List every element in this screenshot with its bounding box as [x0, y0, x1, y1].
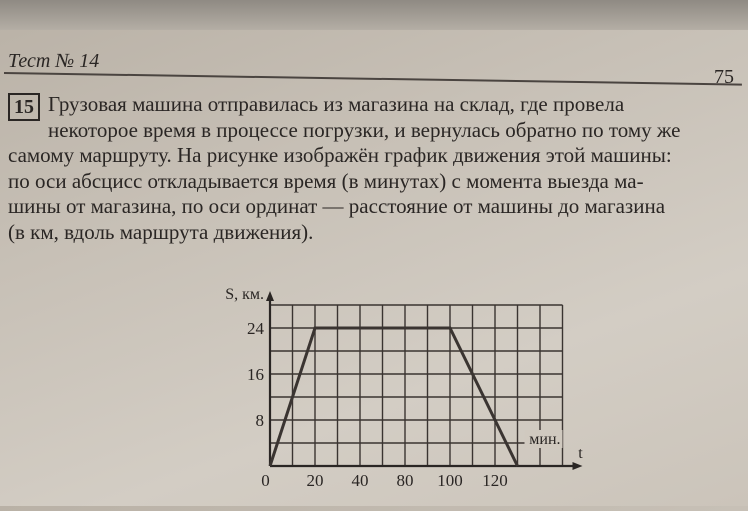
problem-block: [8, 92, 744, 245]
x-unit-label: мин.: [529, 431, 561, 448]
x-tick-label: 0: [261, 471, 270, 490]
x-axis-label: t: [578, 445, 583, 462]
x-tick-label: 40: [351, 471, 369, 490]
x-tick-label: 80: [396, 471, 414, 490]
problem-text-line: по оси абсцисс откладывается время (в минутах) с момента выезда ма-: [8, 168, 644, 193]
y-axis-arrow: [266, 291, 274, 301]
y-axis-label: S, км.: [225, 286, 264, 303]
y-tick-label: 16: [247, 365, 264, 384]
header-rule: [4, 72, 742, 86]
x-axis-arrow: [573, 462, 583, 470]
page-top-edge: [0, 0, 748, 30]
page-number: 75: [714, 66, 734, 88]
chart-svg: [200, 276, 590, 506]
y-tick-label: 24: [247, 319, 264, 338]
test-title: Тест № 14: [8, 50, 100, 72]
motion-chart: [200, 276, 590, 506]
x-tick-label: 100: [437, 471, 463, 490]
x-tick-label: 120: [482, 471, 508, 490]
problem-number: 15: [8, 93, 40, 121]
problem-text-line: некоторое время в процессе погрузки, и вернулась обратно по тому же: [48, 117, 681, 142]
problem-text-line: Грузовая машина отправилась из магазина на склад, где провела: [48, 92, 625, 116]
problem-text-line: (в км, вдоль маршрута движения).: [8, 219, 314, 244]
problem-text-line: шины от магазина, по оси ординат — расстояние от машины до магазина: [8, 194, 666, 218]
problem-text-line: самому маршруту. На рисунке изображён график движения этой машины:: [8, 143, 672, 167]
x-tick-label: 20: [306, 471, 324, 490]
page-header: [0, 44, 748, 92]
y-tick-label: 8: [255, 411, 264, 430]
